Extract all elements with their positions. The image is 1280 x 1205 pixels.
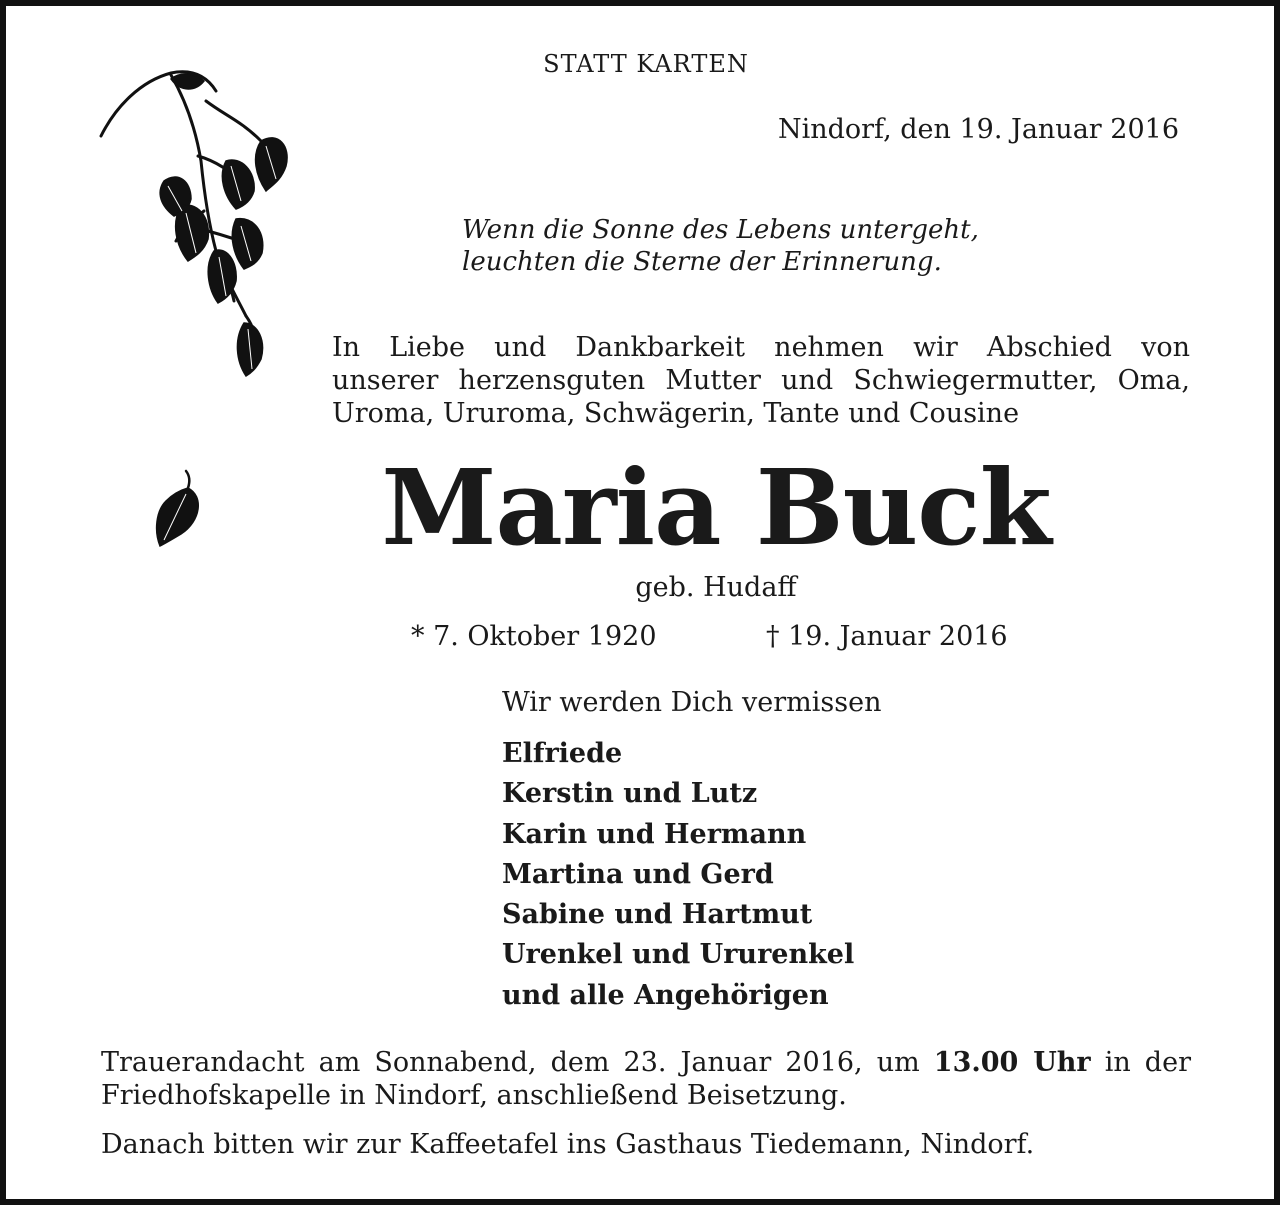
- header-statt-karten: STATT KARTEN: [543, 50, 749, 78]
- service-text-before: Trauerandacht am Sonnabend, dem 23. Januar 2016, um: [101, 1047, 934, 1078]
- farewell-intro: [332, 331, 1190, 430]
- service-line-1: [101, 1046, 1191, 1079]
- mourner-name: und alle Angehörigen: [502, 979, 829, 1011]
- intro-line-1: In Liebe und Dankbarkeit nehmen wir Abschied von: [332, 332, 1190, 363]
- quote-line-1: Wenn die Sonne des Lebens untergeht,: [462, 215, 979, 245]
- mourner-name: Karin und Hermann: [502, 818, 807, 850]
- death-date: † 19. Januar 2016: [766, 621, 1008, 652]
- maiden-name: geb. Hudaff: [635, 572, 797, 603]
- service-info: [101, 1046, 1191, 1112]
- memorial-quote: [462, 214, 979, 278]
- intro-line-3: Uroma, Ururoma, Schwägerin, Tante und Cousine: [332, 398, 1020, 429]
- coffee-invitation: Danach bitten wir zur Kaffeetafel ins Gasthaus Tiedemann, Nindorf.: [101, 1129, 1035, 1160]
- mourner-name: Sabine und Hartmut: [502, 899, 813, 931]
- service-time: 13.00 Uhr: [933, 1047, 1091, 1078]
- mourner-name: Martina und Gerd: [502, 858, 774, 890]
- mourner-name: Urenkel und Ururenkel: [502, 939, 855, 971]
- quote-line-2: leuchten die Sterne der Erinnerung.: [462, 247, 942, 277]
- mourners-intro: Wir werden Dich vermissen: [502, 687, 882, 718]
- place-and-date: Nindorf, den 19. Januar 2016: [777, 114, 1179, 145]
- service-text-after: in der: [1090, 1047, 1191, 1078]
- mourner-name: Elfriede: [502, 738, 623, 769]
- deceased-name: Maria Buck: [381, 446, 1051, 569]
- birth-date: * 7. Oktober 1920: [411, 621, 657, 652]
- service-line-2: Friedhofskapelle in Nindorf, anschließend Beisetzung.: [101, 1080, 847, 1111]
- mourner-name: Kerstin und Lutz: [502, 778, 758, 810]
- birch-branch-icon: [86, 61, 296, 391]
- intro-line-2: unserer herzensguten Mutter und Schwiegermutter, Oma,: [332, 365, 1190, 396]
- mourners-list: [502, 734, 854, 1016]
